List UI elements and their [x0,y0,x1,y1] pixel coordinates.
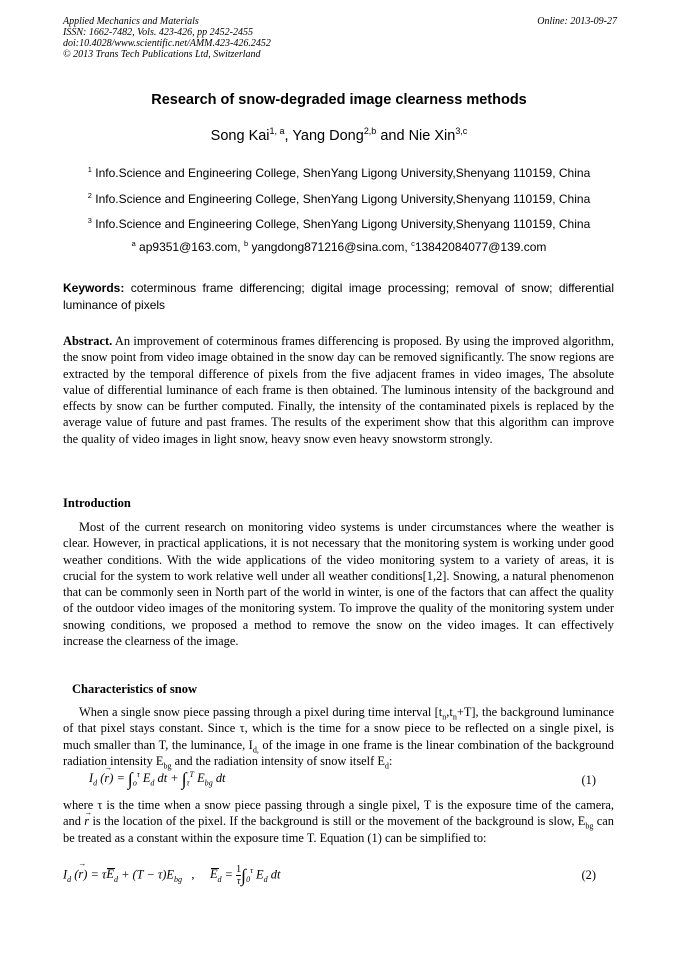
author-sup: 1, a [269,126,285,137]
author-name: Nie Xin [408,128,456,144]
issn-line: ISSN: 1662-7482, Vols. 423-426, pp 2452-2455 [63,27,253,38]
journal-name: Applied Mechanics and Materials [63,16,199,27]
email-line: $^a$ ap9351@163.com, $^b$ yangdong871216@sina.com, $^c$13842084077@139.com [131,239,547,254]
equation-1-number: (1) [581,773,596,787]
equation-2-expression: $I_d$ (→ $r) = \tau E_d + (T - \tau)E_{bg}$ , $E_d$ = $\frac{1}{\tau}$ $\int_0^\tau$ $E_d$ dt [63,864,280,887]
author-name: Yang Dong [292,128,364,144]
doi-line: doi:10.4028/www.scientific.net/AMM.423-426.2452 [63,38,271,49]
equation-2-number: (2) [581,868,596,882]
abstract [63,333,614,447]
author-list: Song Kai$^{1, a}$, Yang Dong$^{2,b}$ and Nie Xin$^{3,c}$ [210,126,468,144]
paper-title: Research of snow-degraded image clearness methods [151,92,527,108]
introduction-heading: Introduction [63,496,131,510]
affiliation-3: $^3$ Info.Science and Engineering College, ShenYang Ligong University,Shenyang 110159, China [87,216,591,231]
introduction-text: Most of the current research on monitoring video systems is under circumstances where the weather is clear. However, in practical applications, it is not necessary that the monitoring system is working under good weather conditions. With the wide applications of the video monitoring system to a variety of areas, it is crucial for the system to work relative well under all weather conditions[1,2]. Snowing, a natural phenomenon that can be commonly seen in North part of the world in winter, is one of the factors that can affect the quality of the outdoor video images of the monitoring system. To improve the quality of the monitoring system under snowing conditions, we proposed a method to remove the snow on the video images. It can effectively increase the clearness of the image. [63,520,614,649]
author-sup: 3,c [455,126,468,137]
characteristics-paragraph-2: where τ is the time when a snow piece passing through a single pixel, T is the exposure time of the camera, and → r is the location of the pixel. If the background is still or the movement of the background is slow, $E_{bg}$ can be treated as a constant within the exposure time T. Equation (1) can be simplified to: [63,797,614,846]
abstract-text: An improvement of coterminous frames differencing is proposed. By using the improved algorithm, the snow point from video image obtained in the snow day can be removed significantly. The snow regions are extracted by the temporal difference of pixels from the five adjacent frames in video images, The absolute value of differential luminance of each frame is then obtained. The luminous intensity of the background and effects by snow can be further computed. Finally, the intensity of the contaminated pixels is replaced by the average value of future and past frames. The results of the experiment show that this algorithm can improve the quality of video images in light snow, heavy snow even heavy snowstorm strongly. [63,334,614,446]
keywords [63,280,614,314]
equation-2 [63,860,614,890]
characteristics-heading: Characteristics of snow [72,682,197,696]
keywords-text: coterminous frame differencing; digital image processing; removal of snow; differential luminance of pixels [63,281,614,312]
keywords-label: Keywords: [63,281,125,295]
author-sup: 2,b [363,126,377,137]
author-name: Song Kai [210,128,270,144]
position-vector: → r [84,813,89,829]
equation-1 [63,767,614,797]
characteristics-paragraph-1: When a single snow piece passing through a pixel during time interval $[t_n,t_n+T]$, the background luminance of that pixel stays constant. Since τ, which is the time for a snow piece to be reflected on a single pixel, is much smaller than T, the luminance, $I_{d,}$ of the image in one frame is the linear combination of the background radiation intensity $E_{bg}$ and the radiation intensity of snow itself $E_d$: [63,705,614,771]
copyright-line: © 2013 Trans Tech Publications Ltd, Switzerland [63,49,261,60]
online-date: Online: 2013-09-27 [537,16,617,27]
affiliation-1: $^1$ Info.Science and Engineering College, ShenYang Ligong University,Shenyang 110159, China [87,165,591,180]
affiliation-2: $^2$ Info.Science and Engineering College, ShenYang Ligong University,Shenyang 110159, China [87,191,591,206]
journal-header [63,16,271,60]
abstract-label: Abstract. [63,334,113,348]
equation-1-expression: $I_d$ (→ $r) = \int_o^\tau$ $E_d$ dt + $\int_\tau^T$ $E_{bg}$ dt [89,769,225,790]
